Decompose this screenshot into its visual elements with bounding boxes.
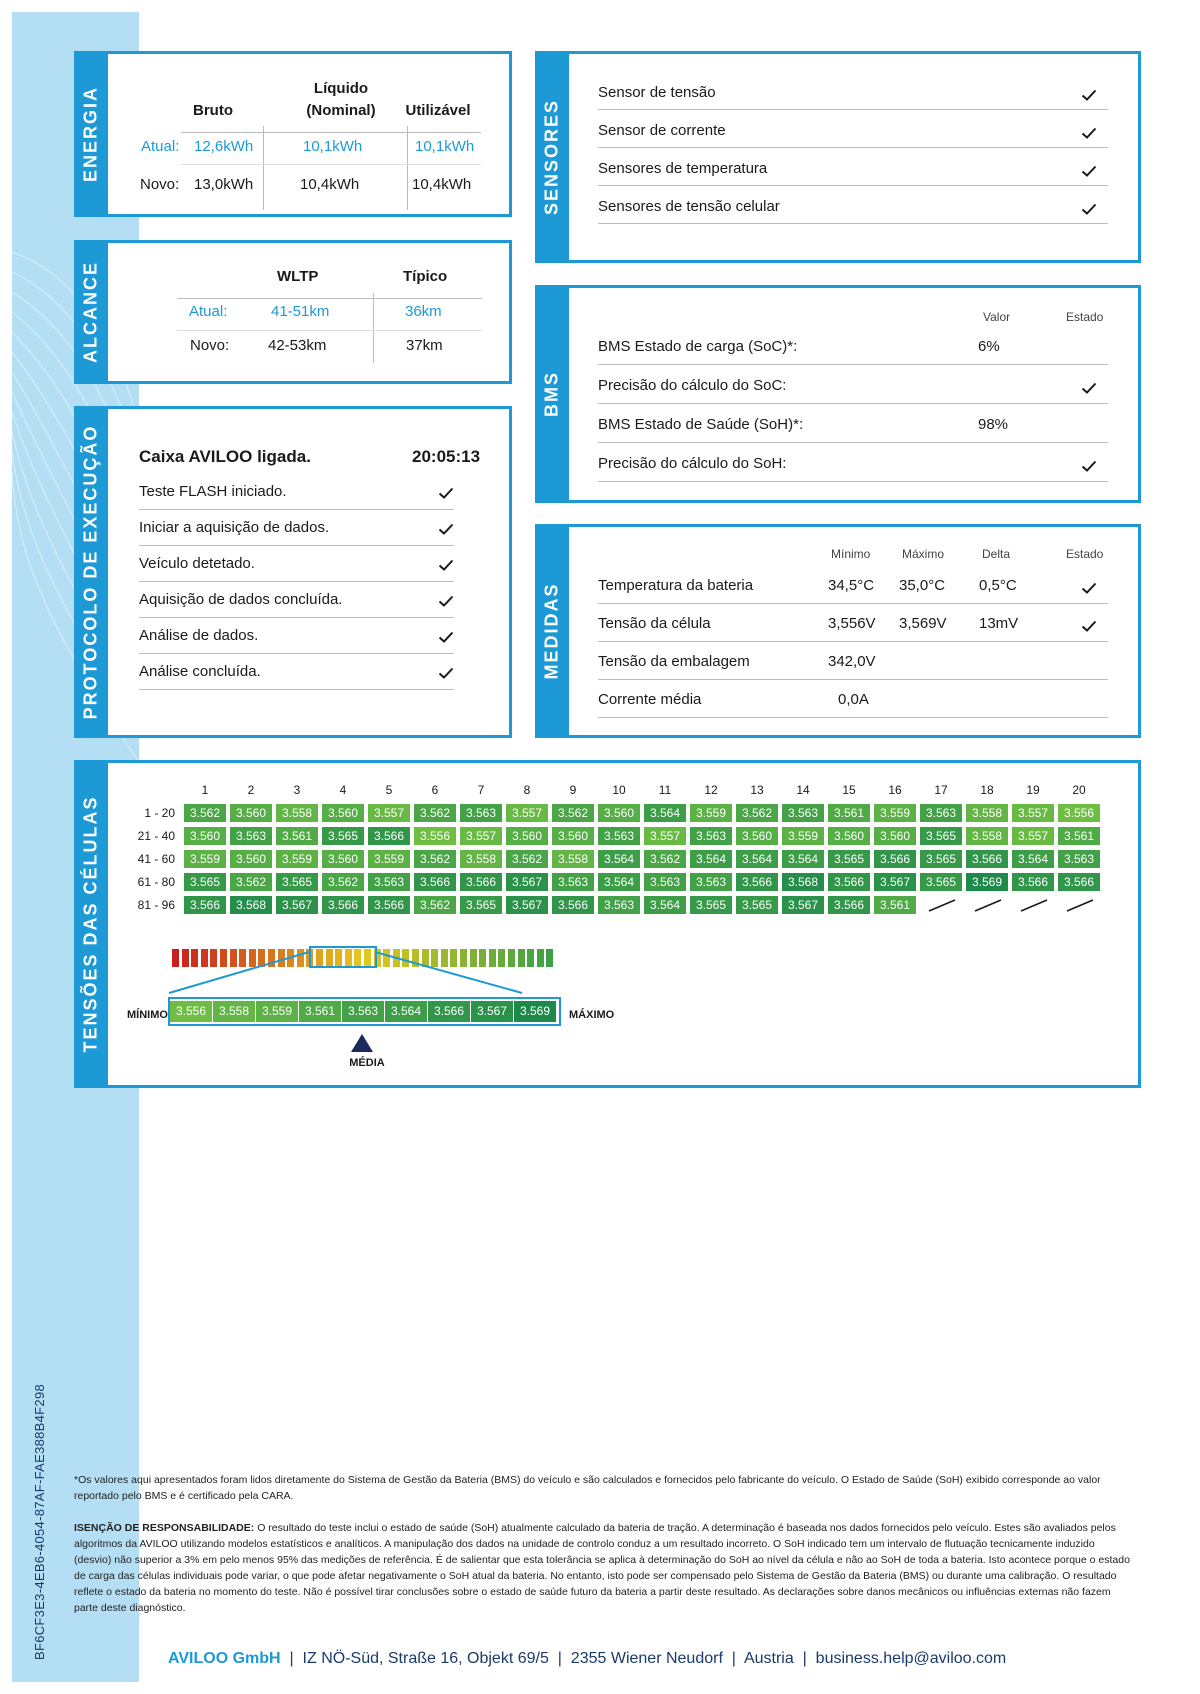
protocolo-item: Análise concluída.: [139, 663, 261, 680]
cell-voltage: 3.562: [183, 803, 227, 823]
zoom-box: [168, 997, 561, 1026]
cell-voltage: 3.566: [965, 849, 1009, 869]
cell-column-number: 3: [293, 783, 301, 797]
energia-novo-liquido: 10,4kWh: [300, 176, 360, 193]
bms-row-label: BMS Estado de Saúde (SoH)*:: [598, 416, 804, 433]
cell-voltage: 3.557: [1011, 826, 1055, 846]
check-icon: [438, 667, 454, 679]
medidas-row-label: Tensão da célula: [598, 615, 711, 632]
cell-voltage: 3.560: [873, 826, 917, 846]
cell-voltage: 3.566: [873, 849, 917, 869]
cell-voltage: 3.560: [551, 826, 595, 846]
cell-column-number: 10: [612, 783, 626, 797]
zoom-scale-cell: 3.567: [471, 1001, 514, 1022]
medidas-tab: [535, 524, 569, 738]
protocolo-divider: [139, 689, 454, 690]
footer-contact: [168, 1650, 1006, 1668]
cell-voltage: 3.569: [965, 872, 1009, 892]
label-minimo: MÍNIMO: [127, 1009, 168, 1021]
tensoes-tab: [74, 760, 108, 1088]
cell-voltage: 3.566: [735, 872, 779, 892]
sensor-divider: [598, 185, 1108, 186]
empty-cell-slash: [927, 897, 957, 913]
cell-voltage: 3.558: [551, 849, 595, 869]
cell-voltage: 3.559: [689, 803, 733, 823]
protocolo-divider: [139, 617, 454, 618]
check-icon: [438, 487, 454, 499]
cell-voltage: 3.559: [275, 849, 319, 869]
energia-col-bruto: Bruto: [193, 102, 233, 119]
cell-voltage: 3.560: [321, 803, 365, 823]
medidas-col-estado: Estado: [1066, 547, 1104, 561]
bms-col-valor: Valor: [983, 310, 1011, 324]
cell-voltage: 3.567: [505, 895, 549, 915]
sensor-item: Sensores de temperatura: [598, 160, 768, 177]
cell-voltage: 3.559: [183, 849, 227, 869]
sensores-panel: [535, 51, 1141, 263]
cell-voltage: 3.563: [597, 895, 641, 915]
zoom-scale-cell: 3.569: [514, 1001, 557, 1022]
cell-column-number: 19: [1026, 783, 1040, 797]
medidas-row-delta: 0,5°C: [979, 577, 1017, 594]
protocolo-item: Aquisição de dados concluída.: [139, 591, 343, 608]
medidas-row-label: Tensão da embalagem: [598, 653, 750, 670]
cell-voltage: 3.561: [275, 826, 319, 846]
cell-voltage: 3.563: [689, 872, 733, 892]
cell-voltage: 3.561: [827, 803, 871, 823]
cell-voltage: 3.563: [643, 872, 687, 892]
cell-voltage: 3.562: [321, 872, 365, 892]
check-icon: [1081, 582, 1097, 594]
cell-voltage: 3.567: [873, 872, 917, 892]
alcance-novo-label: Novo:: [190, 337, 230, 354]
cell-voltage: 3.563: [551, 872, 595, 892]
bms-tab-label: BMS: [541, 371, 562, 417]
protocolo-item: Análise de dados.: [139, 627, 259, 644]
medidas-row-label: Temperatura da bateria: [598, 577, 754, 594]
cell-voltage: 3.560: [597, 803, 641, 823]
energia-atual-liquido: 10,1kWh: [303, 138, 363, 155]
cell-column-number: 17: [934, 783, 948, 797]
alcance-atual-wltp: 41-51km: [271, 303, 330, 320]
cell-voltage: 3.566: [367, 895, 411, 915]
protocolo-time: 20:05:13: [412, 447, 481, 466]
protocolo-tab: [74, 406, 108, 738]
cell-column-number: 5: [385, 783, 393, 797]
check-icon: [1081, 165, 1097, 177]
cell-voltage: 3.557: [505, 803, 549, 823]
energia-col-liquido-1: Líquido: [313, 80, 369, 97]
cell-voltage: 3.563: [459, 803, 503, 823]
check-icon: [1081, 127, 1097, 139]
check-icon: [1081, 382, 1097, 394]
cell-voltage: 3.563: [597, 826, 641, 846]
zoom-scale-cell: 3.566: [428, 1001, 471, 1022]
medidas-row-label: Corrente média: [598, 691, 702, 708]
cell-voltage: 3.565: [459, 895, 503, 915]
cell-voltage: 3.564: [735, 849, 779, 869]
medidas-divider: [598, 641, 1108, 642]
cell-voltage: 3.566: [459, 872, 503, 892]
cell-column-number: 2: [247, 783, 255, 797]
zoom-scale-cell: 3.564: [385, 1001, 428, 1022]
cell-column-number: 11: [658, 783, 672, 797]
energia-col-utilizavel: Utilizável: [405, 102, 471, 119]
cell-voltage: 3.562: [551, 803, 595, 823]
sensores-tab: [535, 51, 569, 263]
medidas-row-min: 34,5°C: [828, 577, 875, 594]
cell-column-number: 4: [339, 783, 347, 797]
cell-column-number: 15: [842, 783, 856, 797]
bms-row-label: BMS Estado de carga (SoC)*:: [598, 338, 798, 355]
energia-novo-label: Novo:: [140, 176, 180, 193]
zoom-scale-cell: 3.559: [256, 1001, 299, 1022]
cell-voltage: 3.565: [735, 895, 779, 915]
medidas-row-delta: 13mV: [979, 615, 1019, 632]
cell-voltage: 3.561: [1057, 826, 1101, 846]
cell-row-label: 61 - 80: [137, 875, 175, 889]
cell-voltage: 3.559: [873, 803, 917, 823]
check-icon: [438, 559, 454, 571]
sensor-item: Sensor de corrente: [598, 122, 726, 139]
energia-atual-utilizavel: 10,1kWh: [415, 138, 475, 155]
cell-row-label: 21 - 40: [137, 829, 175, 843]
cell-voltage: 3.563: [1057, 849, 1101, 869]
cell-voltage: 3.559: [367, 849, 411, 869]
cell-voltage: 3.559: [781, 826, 825, 846]
cell-voltage: 3.556: [413, 826, 457, 846]
energia-panel: [74, 51, 512, 217]
cell-voltage: 3.560: [229, 849, 273, 869]
cell-voltage: 3.565: [919, 849, 963, 869]
protocolo-tab-label: PROTOCOLO DE EXECUÇÃO: [80, 424, 101, 720]
bms-divider: [598, 364, 1108, 365]
energia-tab: [74, 51, 108, 217]
zoom-scale-cell: 3.563: [342, 1001, 385, 1022]
cell-voltage: 3.562: [505, 849, 549, 869]
sensor-divider: [598, 147, 1108, 148]
cell-column-number: 7: [477, 783, 485, 797]
media-marker-icon: [351, 1034, 373, 1052]
cell-voltage: 3.564: [781, 849, 825, 869]
protocolo-divider: [139, 545, 454, 546]
bms-divider: [598, 442, 1108, 443]
cell-voltage: 3.563: [919, 803, 963, 823]
medidas-row-max: 35,0°C: [899, 577, 946, 594]
zoom-scale-cell: 3.561: [299, 1001, 342, 1022]
protocolo-divider: [139, 509, 454, 510]
cell-column-number: 12: [704, 783, 718, 797]
footer-note: *Os valores aqui apresentados foram lidos diretamente do Sistema de Gestão da Bateria (BMS) do veículo e são calculados e fornecidos pelo fabricante do veículo. O Estado de Saúde (SoH) exibido corresponde ao valor reportado pelo BMS e é certificado pela CARA.: [74, 1474, 1101, 1502]
tensoes-panel: [74, 760, 1141, 1088]
cell-voltage: 3.562: [413, 803, 457, 823]
medidas-col-max: Máximo: [902, 547, 945, 561]
cell-column-number: 20: [1072, 783, 1086, 797]
medidas-row-min: 342,0V: [828, 653, 876, 670]
alcance-novo-wltp: 42-53km: [268, 337, 327, 354]
cell-voltage: 3.557: [367, 803, 411, 823]
alcance-tab: [74, 240, 108, 384]
empty-cell-slash: [973, 897, 1003, 913]
bms-row-label: Precisão do cálculo do SoC:: [598, 377, 787, 394]
bms-col-estado: Estado: [1066, 310, 1104, 324]
protocolo-title: Caixa AVILOO ligada.: [139, 447, 311, 466]
medidas-divider: [598, 679, 1108, 680]
cell-voltage: 3.566: [367, 826, 411, 846]
cell-column-number: 8: [523, 783, 531, 797]
cell-voltage: 3.566: [413, 872, 457, 892]
cell-column-number: 13: [750, 783, 764, 797]
cell-voltage: 3.565: [827, 849, 871, 869]
energia-tab-label: ENERGIA: [80, 85, 101, 183]
protocolo-divider: [139, 581, 454, 582]
cell-voltage: 3.562: [229, 872, 273, 892]
bms-divider: [598, 403, 1108, 404]
bms-tab: [535, 285, 569, 503]
cell-voltage: 3.565: [275, 872, 319, 892]
cell-row-label: 81 - 96: [137, 898, 175, 912]
cell-voltage: 3.566: [827, 872, 871, 892]
energia-col-liquido-2: (Nominal): [306, 102, 376, 119]
cell-voltage: 3.566: [1011, 872, 1055, 892]
cell-voltage: 3.568: [229, 895, 273, 915]
medidas-col-delta: Delta: [982, 547, 1011, 561]
alcance-col-wltp: WLTP: [277, 268, 319, 285]
cell-voltage: 3.560: [229, 803, 273, 823]
document-id: BF6CF3E3-4EB6-4054-87AF-FAE388B4F298: [32, 1384, 47, 1660]
cell-voltage: 3.567: [781, 895, 825, 915]
protocolo-divider: [139, 653, 454, 654]
cell-voltage: 3.567: [275, 895, 319, 915]
cell-voltage: 3.564: [643, 895, 687, 915]
cell-voltage: 3.560: [735, 826, 779, 846]
medidas-panel: [535, 524, 1141, 738]
alcance-tab-label: ALCANCE: [80, 261, 101, 363]
cell-voltage: 3.561: [873, 895, 917, 915]
cell-voltage: 3.558: [459, 849, 503, 869]
medidas-divider: [598, 717, 1108, 718]
medidas-col-min: Mínimo: [831, 547, 871, 561]
check-icon: [1081, 203, 1097, 215]
check-icon: [438, 631, 454, 643]
cell-voltage: 3.563: [367, 872, 411, 892]
energia-novo-bruto: 13,0kWh: [194, 176, 254, 193]
label-media: MÉDIA: [349, 1057, 385, 1069]
energia-atual-bruto: 12,6kWh: [194, 138, 254, 155]
disclaimer-text: O resultado do teste inclui o estado de saúde (SoH) atualmente calculado da bateria de tração. A determinação é baseada nos dados fornecidos pelo veículo. Estes são avaliados pelos algoritmos da AVILOO utilizando modelos estatísticos e analíticos. A manipulação dos dados na unidade de controlo conduz a um resultado incorreto. O SoH indicado tem um intervalo de flutuação tecnicamente induzido (desvio) não superior a 3% em pelo menos 95% das medições de referência. É de salientar que esta tolerância se aplica à determinação do SoH ao nível da célula e não ao SoH de toda a bateria. Isto acontece porque o estado de carga das células individuais pode variar, o que pode afetar negativamente o SoH atual da bateria. No entanto, isto pode ser compensado pelo Sistema de Gestão da Bateria (BMS) ou durante uma calibração. O resultado reflete o estado da bateria no momento do teste. Não é possível tirar conclusões sobre o estado de saúde futuro da bateria a partir deste resultado. As declarações sobre danos mecânicos ou influências externas não fazem parte deste diagnóstico.: [74, 1522, 1130, 1614]
cell-column-number: 18: [980, 783, 994, 797]
cell-voltage: 3.564: [597, 872, 641, 892]
cell-voltage: 3.557: [1011, 803, 1055, 823]
sensor-divider: [598, 109, 1108, 110]
cell-voltage: 3.557: [643, 826, 687, 846]
bms-divider: [598, 481, 1108, 482]
cell-voltage: 3.556: [1057, 803, 1101, 823]
cell-voltage: 3.562: [413, 895, 457, 915]
check-icon: [1081, 89, 1097, 101]
cell-column-number: 9: [569, 783, 577, 797]
zoom-scale-cell: 3.556: [170, 1001, 213, 1022]
cell-voltage: 3.566: [321, 895, 365, 915]
cell-voltage: 3.568: [781, 872, 825, 892]
alcance-atual-label: Atual:: [189, 303, 228, 320]
footer-disclaimer: [74, 1520, 1134, 1616]
alcance-panel: [74, 240, 512, 384]
cell-voltage: 3.565: [183, 872, 227, 892]
cell-voltage: 3.560: [827, 826, 871, 846]
bms-row-value: 6%: [978, 338, 1000, 355]
company-address: | IZ NÖ-Süd, Straße 16, Objekt 69/5 | 2355 Wiener Neudorf | Austria | business.help@aviloo.com: [280, 1650, 1007, 1667]
check-icon: [1081, 620, 1097, 632]
check-icon: [1081, 460, 1097, 472]
bms-panel: [535, 285, 1141, 503]
cell-voltage: 3.562: [643, 849, 687, 869]
cell-column-number: 1: [201, 783, 209, 797]
medidas-divider: [598, 603, 1108, 604]
cell-voltage: 3.565: [689, 895, 733, 915]
protocolo-panel: [74, 406, 512, 738]
alcance-novo-tipico: 37km: [406, 337, 443, 354]
energia-atual-label: Atual:: [141, 138, 180, 155]
company-name: AVILOO GmbH: [168, 1650, 281, 1667]
empty-cell-slash: [1065, 897, 1095, 913]
cell-voltage: 3.560: [183, 826, 227, 846]
zoom-scale-cell: 3.558: [213, 1001, 256, 1022]
cell-voltage: 3.563: [229, 826, 273, 846]
sensor-divider: [598, 223, 1108, 224]
cell-voltage: 3.565: [919, 872, 963, 892]
cell-voltage: 3.564: [1011, 849, 1055, 869]
cell-voltage: 3.566: [1057, 872, 1101, 892]
cell-voltage: 3.558: [275, 803, 319, 823]
cell-voltage: 3.566: [827, 895, 871, 915]
protocolo-item: Teste FLASH iniciado.: [139, 483, 287, 500]
empty-cell-slash: [1019, 897, 1049, 913]
cell-voltage: 3.563: [689, 826, 733, 846]
cell-voltage: 3.560: [505, 826, 549, 846]
cell-voltage: 3.558: [965, 803, 1009, 823]
cell-voltage: 3.562: [735, 803, 779, 823]
bms-row-label: Precisão do cálculo do SoH:: [598, 455, 787, 472]
cell-column-number: 16: [888, 783, 902, 797]
sensor-item: Sensores de tensão celular: [598, 198, 780, 215]
label-maximo: MÁXIMO: [569, 1009, 615, 1021]
cell-column-number: 14: [796, 783, 810, 797]
sensor-item: Sensor de tensão: [598, 84, 716, 101]
medidas-row-max: 3,569V: [899, 615, 947, 632]
cell-voltage: 3.564: [689, 849, 733, 869]
protocolo-item: Iniciar a aquisição de dados.: [139, 519, 330, 536]
energia-novo-utilizavel: 10,4kWh: [412, 176, 472, 193]
cell-voltage: 3.557: [459, 826, 503, 846]
medidas-row-min: 3,556V: [828, 615, 876, 632]
protocolo-item: Veículo detetado.: [139, 555, 255, 572]
medidas-tab-label: MEDIDAS: [541, 582, 562, 680]
medidas-row-min: 0,0A: [838, 691, 869, 708]
cell-voltage: 3.560: [321, 849, 365, 869]
cell-voltage: 3.562: [413, 849, 457, 869]
cell-column-number: 6: [431, 783, 439, 797]
check-icon: [438, 595, 454, 607]
bms-row-value: 98%: [978, 416, 1009, 433]
disclaimer-title: ISENÇÃO DE RESPONSABILIDADE:: [74, 1522, 255, 1534]
sensores-tab-label: SENSORES: [541, 98, 562, 216]
cell-voltage: 3.564: [597, 849, 641, 869]
alcance-col-tipico: Típico: [403, 268, 448, 285]
cell-row-label: 41 - 60: [137, 852, 175, 866]
cell-voltage: 3.565: [919, 826, 963, 846]
tensoes-tab-label: TENSÕES DAS CÉLULAS: [80, 795, 101, 1053]
check-icon: [438, 523, 454, 535]
cell-voltage: 3.566: [551, 895, 595, 915]
cell-voltage: 3.565: [321, 826, 365, 846]
alcance-atual-tipico: 36km: [405, 303, 442, 320]
cell-voltage: 3.566: [183, 895, 227, 915]
cell-row-label: 1 - 20: [144, 806, 175, 820]
cell-voltage: 3.564: [643, 803, 687, 823]
cell-voltage: 3.558: [965, 826, 1009, 846]
cell-voltage: 3.563: [781, 803, 825, 823]
cell-voltage: 3.567: [505, 872, 549, 892]
